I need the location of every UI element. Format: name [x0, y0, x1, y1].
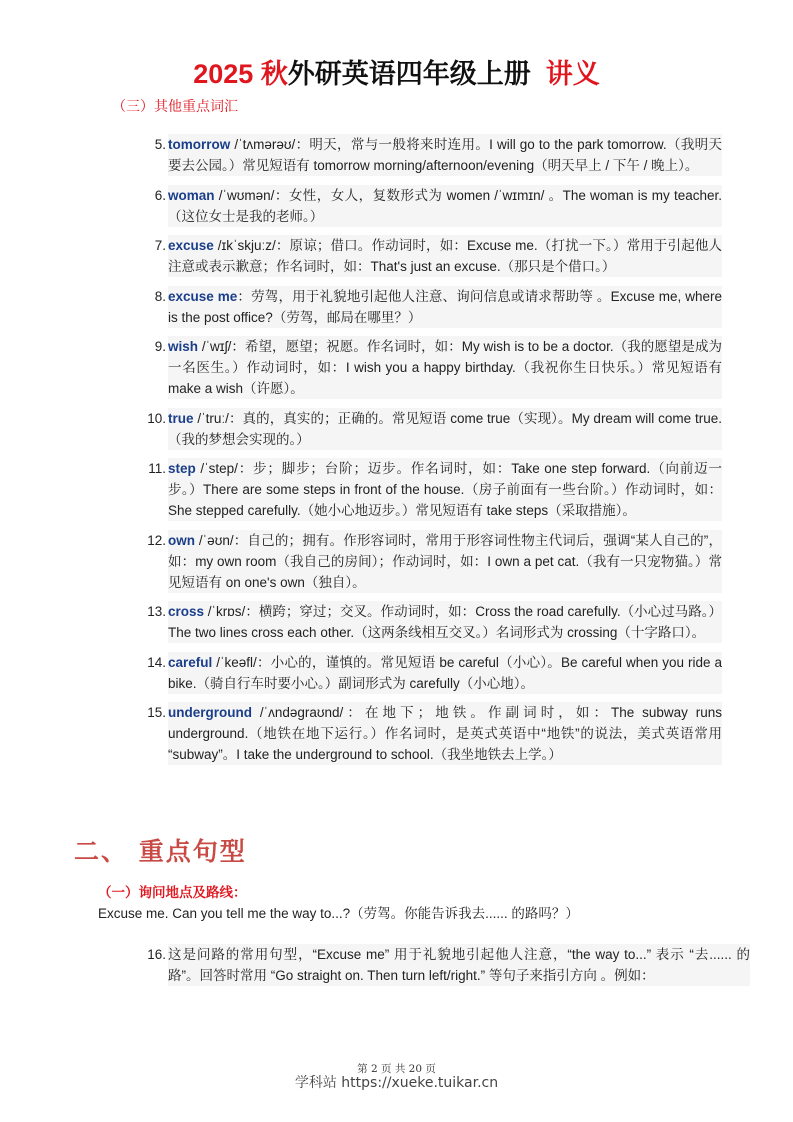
item-number: 16. — [147, 947, 166, 962]
item-number: 14. — [147, 654, 166, 670]
item-text: /ɪkˈskjuːz/：原谅；借口。作动词时，如：Excuse me.（打扰一下。）常用于引起他人注意或表示歉意；作名词时，如：That's just an excuse.（那只是个借口。） — [168, 238, 722, 274]
sentence-pattern — [98, 882, 722, 924]
keyword: excuse — [168, 238, 214, 253]
item-text: /ˈtruː/：真的，真实的；正确的。常见短语 come true（实现）。My dream will come true.（我的梦想会实现的。） — [168, 410, 722, 447]
vocab-item — [140, 286, 722, 328]
item-text: 这是问路的常用句型，“Excuse me” 用于礼貌地引起他人注意，“the way to...” 表示 “去...... 的路”。回答时常用 “Go straight on. Then turn left/right.” 等句子来指引方向 。例如： — [168, 944, 750, 986]
item-text: /ˈstep/：步；脚步；台阶；迈步。作名词时，如：Take one step forward.（向前迈一步。）There are some steps in front of the house.（房子前面有一些台阶。）作动词时，如：She stepped carefully.（她小心地迈步。）常见短语有 take steps（采取措施）。 — [168, 461, 722, 518]
vocab-item — [140, 702, 722, 765]
keyword: cross — [168, 604, 205, 619]
vocab-item — [140, 235, 722, 277]
keyword: woman — [168, 187, 215, 203]
item-text: /ˈwɪʃ/：希望，愿望；祝愿。作名词时，如：My wish is to be a doctor.（我的愿望是成为一名医生。）作动词时，如：I wish you a happy birthday.（我祝你生日快乐。）常见短语有 make a wish（许愿）。 — [168, 339, 722, 396]
keyword: step — [168, 461, 196, 476]
item-text: /ˈkrɒs/：横跨；穿过；交叉。作动词时，如：Cross the road carefully.（小心过马路。）The two lines cross each other.（这两条线相互交叉。）名词形式为 crossing（十字路口）。 — [168, 604, 722, 640]
item-text: /ˈʌndəgraʊnd/：在地下；地铁。作副词时，如：The subway runs underground.（地铁在地下运行。）作名词时，是英式英语中“地铁”的说法，美式英语常用 “subway”。I take the underground to school.（我坐地铁去上学。） — [168, 705, 722, 762]
vocab-item — [140, 652, 722, 694]
page-title: 2025 秋外研英语四年级上册 讲义 — [193, 59, 600, 89]
vocab-item — [140, 336, 722, 399]
vocab-subheading: （三）其他重点词汇 — [112, 99, 238, 115]
pattern-text: Excuse me. Can you tell me the way to...?（劳驾。你能告诉我去...... 的路吗？） — [98, 906, 579, 921]
vocab-item — [140, 185, 722, 227]
vocab-item — [140, 530, 722, 593]
vocab-item — [140, 458, 722, 521]
item-number: 12. — [147, 532, 166, 548]
vocab-item — [140, 601, 722, 643]
page-number: 第 2 页 共 20 页 — [357, 1063, 436, 1075]
item-number: 5. — [154, 137, 166, 152]
section-heading: 二、 重点句型 — [74, 837, 247, 866]
vocab-item — [140, 134, 722, 176]
item-text: /ˈəʊn/：自己的；拥有。作形容词时，常用于形容词性物主代词后，强调“某人自己的”，如：my own room（我自己的房间）；作动词时，如：I own a pet cat.（我有一只宠物猫。）常见短语有 on one's own（独自）。 — [168, 532, 722, 590]
item-number: 8. — [154, 288, 166, 304]
item-number: 6. — [154, 187, 166, 203]
keyword: excuse me — [168, 288, 238, 304]
item-text: ：劳驾，用于礼貌地引起他人注意、询问信息或请求帮助等 。Excuse me, where is the post office?（劳驾，邮局在哪里？） — [168, 288, 722, 325]
item-text: /ˈtʌmərəʊ/：明天，常与一般将来时连用。I will go to the park tomorrow.（我明天要去公园。）常见短语有 tomorrow morning/afternoon/evening（明天早上 / 下午 / 晚上）。 — [168, 137, 722, 173]
item-number: 11. — [148, 461, 166, 476]
item-number: 7. — [154, 238, 166, 253]
item-number: 13. — [147, 604, 166, 619]
pattern-item — [140, 944, 750, 986]
item-text: /ˈwʊmən/：女性，女人，复数形式为 women /ˈwɪmɪn/ 。The woman is my teacher.（这位女士是我的老师。） — [168, 187, 722, 224]
item-number: 9. — [154, 339, 166, 354]
item-number: 15. — [147, 705, 166, 720]
item-number: 10. — [147, 410, 166, 426]
item-text: /ˈkeəfl/：小心的，谨慎的。常见短语 be careful（小心）。Be careful when you ride a bike.（骑自行车时要小心。）副词形式为 carefully（小心地）。 — [168, 654, 722, 691]
pattern-label: （一）询问地点及路线： — [98, 885, 247, 900]
vocab-item — [140, 408, 722, 450]
keyword: careful — [168, 654, 213, 670]
keyword: tomorrow — [168, 137, 231, 152]
keyword: wish — [168, 339, 199, 354]
keyword: underground — [168, 705, 252, 720]
keyword: own — [168, 532, 195, 548]
site-footer: 学科站 https://xueke.tuikar.cn — [294, 1075, 499, 1091]
keyword: true — [168, 410, 194, 426]
vocab-list — [140, 134, 722, 774]
